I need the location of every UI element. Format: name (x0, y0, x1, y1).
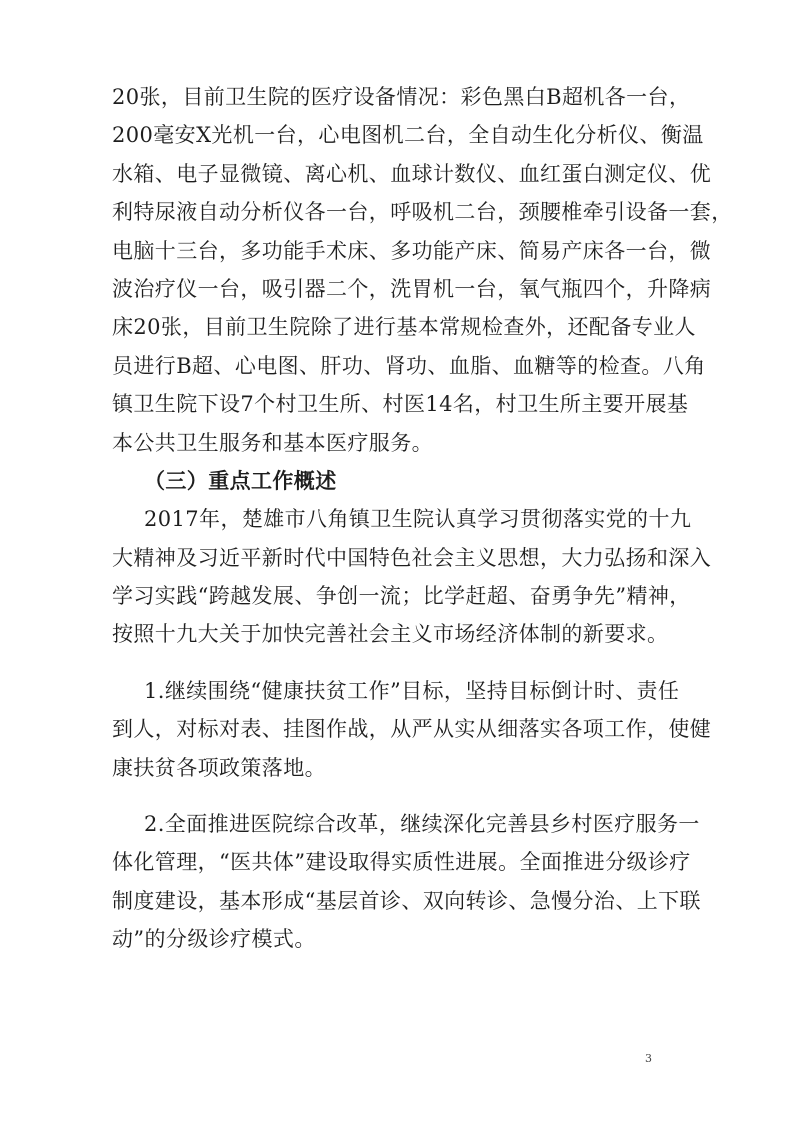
section-heading: （三）重点工作概述 (144, 468, 337, 493)
text-line: 水箱、电子显微镜、离心机、血球计数仪、血红蛋白测定仪、优 (112, 161, 712, 186)
text-line: 按照十九大关于加快完善社会主义市场经济体制的新要求。 (112, 622, 669, 647)
text-line: 电脑十三台，多功能手术床、多功能产床、简易产床各一台，微 (112, 238, 712, 263)
list-item-2 (112, 805, 701, 959)
text-line: 镇卫生院下设7个村卫生所、村医14名，村卫生所主要开展基 (112, 392, 689, 417)
text-line: 本公共卫生服务和基本医疗服务。 (112, 430, 433, 455)
text-line: 制度建设，基本形成“基层首诊、双向转诊、急慢分治、上下联 (112, 888, 701, 913)
text-line: 动”的分级诊疗模式。 (112, 927, 316, 952)
text-line: 床20张，目前卫生院除了进行基本常规检查外，还配备专业人 (112, 315, 696, 340)
text-line: 到人，对标对表、挂图作战，从严从实从细落实各项工作，使健 (112, 717, 712, 742)
text-line: 利特尿液自动分析仪各一台，呼吸机二台，颈腰椎牵引设备一套， (112, 200, 733, 225)
paragraph-equipment (112, 78, 733, 462)
text-line: 200毫安X光机一台，心电图机二台，全自动生化分析仪、衡温 (112, 123, 704, 148)
text-line: 1.继续围绕“健康扶贫工作”目标，坚持目标倒计时、责任 (144, 678, 680, 703)
paragraph-overview (112, 500, 712, 654)
paragraph-spacer (112, 654, 662, 672)
text-line: 2017年，楚雄市八角镇卫生院认真学习贯彻落实党的十九 (144, 507, 692, 532)
paragraph-spacer (112, 787, 662, 805)
list-item-1 (112, 672, 712, 787)
text-line: 20张，目前卫生院的医疗设备情况：彩色黑白B超机各一台， (112, 85, 691, 109)
text-line: 员进行B超、心电图、肝功、肾功、血脂、血糖等的检查。八角 (112, 353, 706, 378)
text-line: 大精神及习近平新时代中国特色社会主义思想，大力弘扬和深入 (112, 545, 712, 570)
text-line: 体化管理，“医共体”建设取得实质性进展。全面推进分级诊疗 (112, 850, 691, 875)
text-line: 康扶贫各项政策落地。 (112, 755, 326, 780)
document-body (112, 78, 733, 959)
text-line: 2.全面推进医院综合改革，继续深化完善县乡村医疗服务一 (144, 812, 700, 837)
text-line: 波治疗仪一台，吸引器二个，洗胃机一台，氧气瓶四个，升降病 (112, 276, 712, 301)
page-number: 3 (645, 1052, 652, 1065)
text-line: 学习实践“跨越发展、争创一流；比学赶超、奋勇争先”精神， (112, 584, 691, 609)
